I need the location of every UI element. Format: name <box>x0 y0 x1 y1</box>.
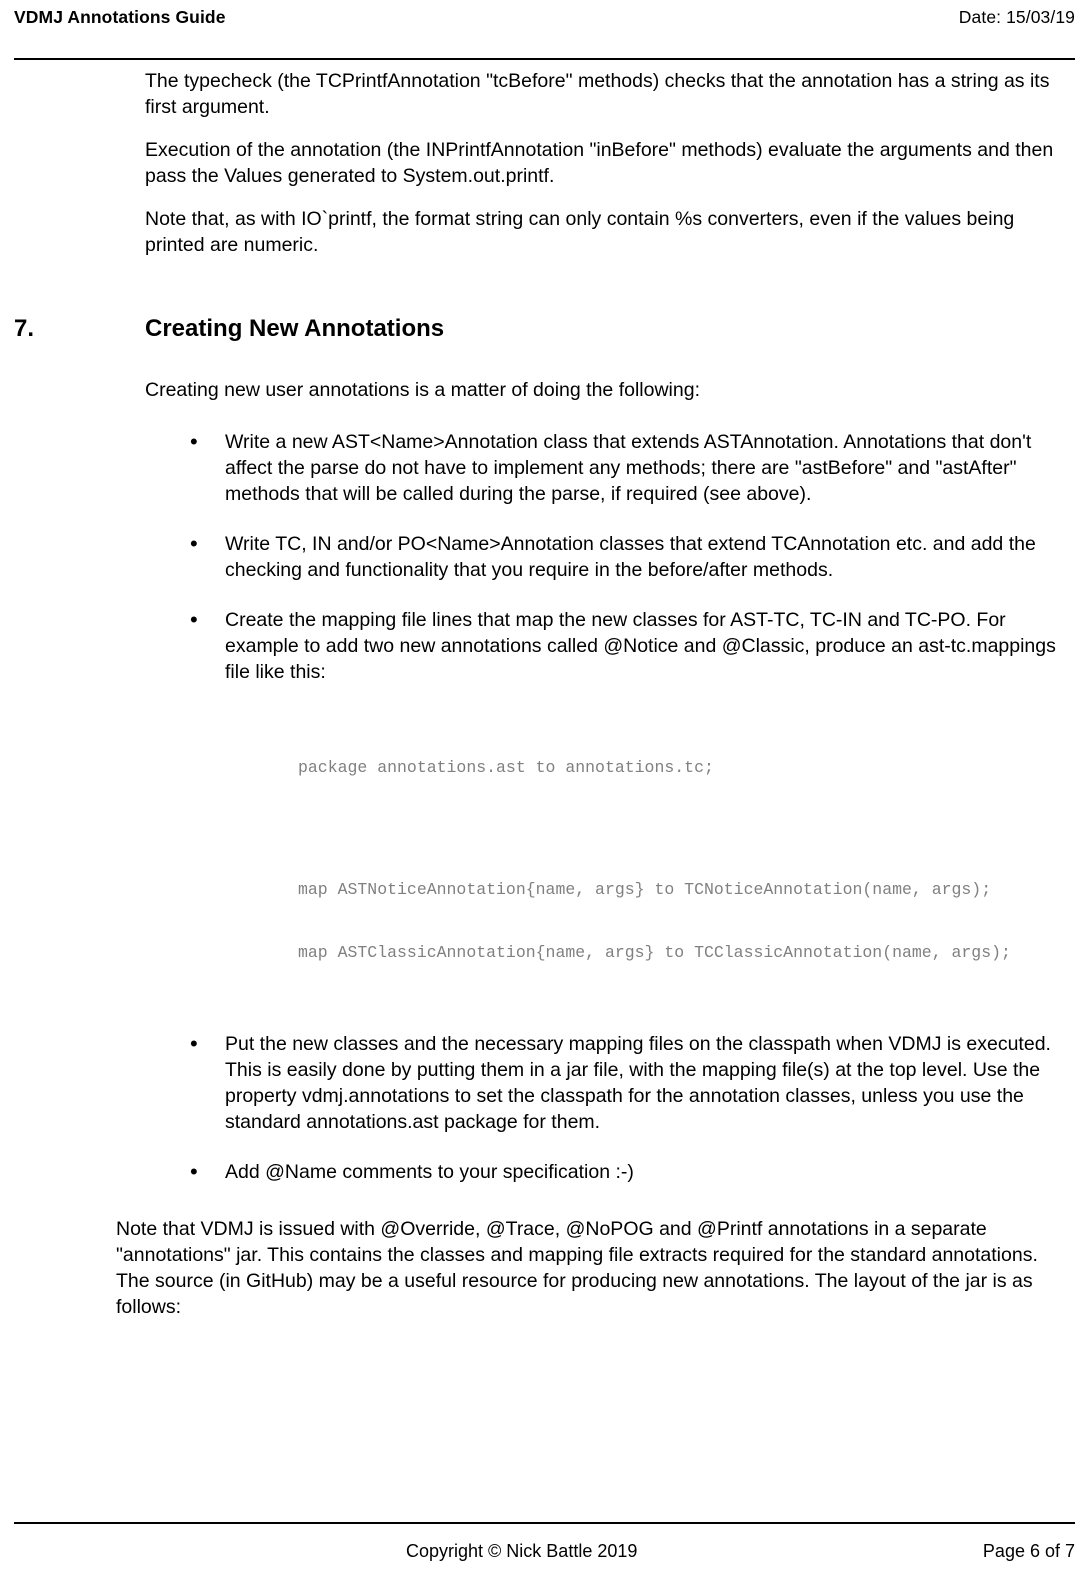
bullet-list-before-code <box>14 429 1075 685</box>
intro-paragraph-3: Note that, as with IO`printf, the format string can only contain %s converters, even if the values being printed are numeric. <box>145 208 1015 256</box>
page-footer <box>14 1522 1075 1564</box>
bullet-list-after-code <box>14 1031 1075 1185</box>
code-line-package: package annotations.ast to annotations.tc; <box>298 758 714 777</box>
code-blank-line <box>298 820 1075 837</box>
header-row <box>14 6 1075 28</box>
list-item-text: Write a new AST<Name>Annotation class that extends ASTAnnotation. Annotations that don't affect the parse do not have to implement any methods; there are "astBefore" and "astAfter" methods that will be called during the parse, if required (see above). <box>225 431 1032 505</box>
list-item-text: Write TC, IN and/or PO<Name>Annotation classes that extend TCAnnotation etc. and add the checking and functionality that you require in the before/after methods. <box>225 533 1036 581</box>
header-date: Date: 15/03/19 <box>958 7 1075 27</box>
list-item-text: Put the new classes and the necessary mapping files on the classpath when VDMJ is executed. This is easily done by putting them in a jar file, with the mapping file(s) at the top level. Use the property vdmj.annotations to set the classpath for the annotation classes, unless you use the standard annotations.ast package for them. <box>225 1033 1051 1133</box>
footer-divider <box>14 1522 1075 1524</box>
footer-copyright: Copyright © Nick Battle 2019 <box>406 1541 638 1561</box>
section-heading <box>14 314 1075 344</box>
page-content <box>14 68 1075 1320</box>
list-item-text: Create the mapping file lines that map the new classes for AST-TC, TC-IN and TC-PO. For example to add two new annotations called @Notice and @Classic, produce an ast-tc.mappings file like this: <box>225 609 1056 683</box>
bullet-dot-icon: • <box>190 607 198 632</box>
code-block <box>298 715 1075 1005</box>
list-item <box>14 531 1075 583</box>
code-line-map-classic: map ASTClassicAnnotation{name, args} to TCClassicAnnotation(name, args); <box>298 943 1011 962</box>
section-lead-paragraph: Creating new user annotations is a matter of doing the following: <box>145 379 700 401</box>
list-item-text: Add @Name comments to your specification :-) <box>225 1161 634 1183</box>
page-header <box>14 6 1075 58</box>
intro-paragraph-2: Execution of the annotation (the INPrintfAnnotation "inBefore" methods) evaluate the arguments and then pass the Values generated to System.out.printf. <box>145 139 1054 187</box>
footer-row <box>14 1538 1075 1564</box>
code-line-map-notice: map ASTNoticeAnnotation{name, args} to TCNoticeAnnotation(name, args); <box>298 880 992 899</box>
section-title: Creating New Annotations <box>145 315 445 342</box>
footer-page-number: Page 6 of 7 <box>982 1541 1075 1561</box>
section-number: 7. <box>14 315 35 342</box>
intro-paragraph-1: The typecheck (the TCPrintfAnnotation "tcBefore" methods) checks that the annotation has a string as its first argument. <box>145 70 1050 118</box>
trailing-note-paragraph: Note that VDMJ is issued with @Override, @Trace, @NoPOG and @Printf annotations in a separate "annotations" jar. This contains the classes and mapping file extracts required for the standard annotations. The source (in GitHub) may be a useful resource for producing new annotations. The layout of the jar is as follows: <box>116 1218 1038 1318</box>
list-item <box>14 607 1075 685</box>
bullet-dot-icon: • <box>190 1159 198 1184</box>
bullet-dot-icon: • <box>190 531 198 556</box>
bullet-dot-icon: • <box>190 429 198 454</box>
list-item <box>14 429 1075 507</box>
bullet-dot-icon: • <box>190 1031 198 1056</box>
header-divider <box>14 58 1075 60</box>
header-document-title: VDMJ Annotations Guide <box>14 7 226 27</box>
list-item <box>14 1159 1075 1185</box>
list-item <box>14 1031 1075 1135</box>
